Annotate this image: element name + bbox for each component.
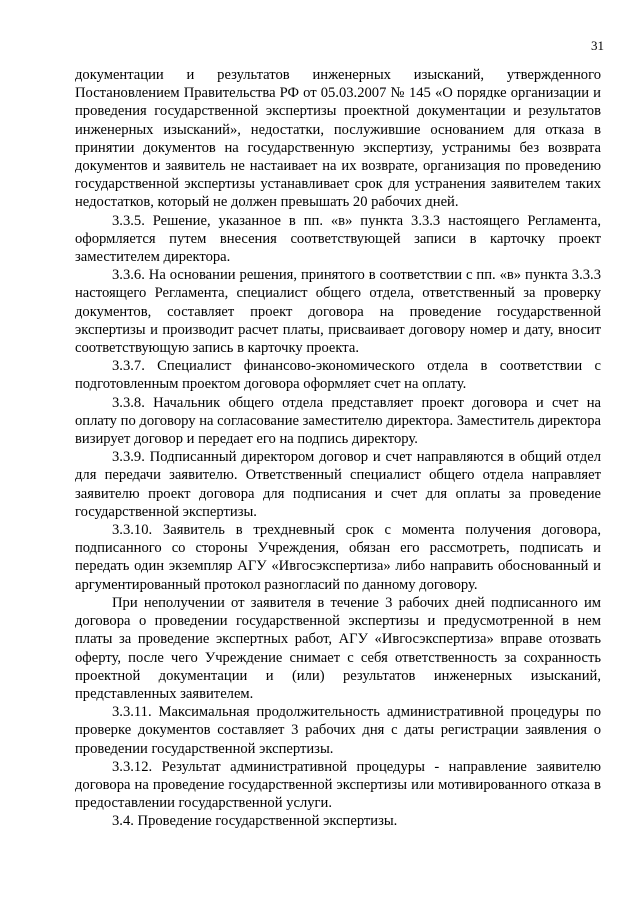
paragraph-3-3-11: 3.3.11. Максимальная продолжительность административной процедуры по проверке документов составляет 3 рабочих дня с даты регистрации заявления о проведении государственной экспертизы. — [75, 704, 601, 757]
paragraph-3-3-9: 3.3.9. Подписанный директором договор и счет направляются в общий отдел для передачи заявителю. Ответственный специалист общего отдела направляет заявителю проект договора для подписания и счет для оплаты за проведение государственной экспертизы. — [75, 449, 601, 520]
document-body — [75, 66, 601, 831]
paragraph-3-3-7: 3.3.7. Специалист финансово-экономического отдела в соответствии с подготовленным проектом договора оформляет счет на оплату. — [75, 358, 601, 393]
paragraph-non-receipt: При неполучении от заявителя в течение 3 рабочих дней подписанного им договора о проведении государственной экспертизы и предусмотренной в нем платы за проведение экспертных работ, АГУ «Ивгосэкспертиза» вправе отозвать оферту, после чего Учреждение снимает с себя ответственность за сохранность проектной документации и (или) результатов инженерных изысканий, представленных заявителем. — [75, 594, 601, 702]
paragraph-3-3-10: 3.3.10. Заявитель в трехдневный срок с момента получения договора, подписанного со стороны Учреждения, обязан его рассмотреть, подписать и передать один экземпляр АГУ «Ивгосэкспертиза» либо направить обоснованный и аргументированный протокол разногласий по данному договору. — [75, 522, 601, 593]
paragraph-3-3-5: 3.3.5. Решение, указанное в пп. «в» пункта 3.3.3 настоящего Регламента, оформляется путем внесения соответствующей записи в карточку проект заместителем директора. — [75, 212, 601, 266]
paragraph-3-3-8: 3.3.8. Начальник общего отдела представляет проект договора и счет на оплату по договору на согласование заместителю директора. Заместитель директора визирует договор и передает его на подпись директору. — [75, 394, 601, 448]
paragraph-continuation: документации и результатов инженерных изысканий, утвержденного Постановлением Правительства РФ от 05.03.2007 № 145 «О порядке организации и проведения государственной экспертизы проектной документации и результатов инженерных изысканий», недостатки, послужившие основанием для отказа в принятии документов на государственную экспертизу, устранимы без возврата документов и заявитель не настаивает на их возврате, организация по проведению государственной экспертизы устанавливает срок для устранения заявителем таких недостатков, который не должен превышать 20 рабочих дней. — [75, 67, 601, 211]
page-number: 31 — [591, 38, 604, 53]
paragraph-3-4: 3.4. Проведение государственной экспертизы. — [112, 813, 398, 830]
paragraph-3-3-6: 3.3.6. На основании решения, принятого в соответствии с пп. «в» пункта 3.3.3 настоящего Регламента, специалист общего отдела, ответственный за проверку документов, составляет проект договора на проведение государственной экспертизы и производит расчет платы, присваивает договору номер и дату, вносит соответствующую запись в карточку проекта. — [75, 267, 601, 357]
paragraph-3-3-12: 3.3.12. Результат административной процедуры - направление заявителю договора на проведение государственной экспертизы или мотивированного отказа в предоставлении государственной услуги. — [75, 758, 601, 812]
